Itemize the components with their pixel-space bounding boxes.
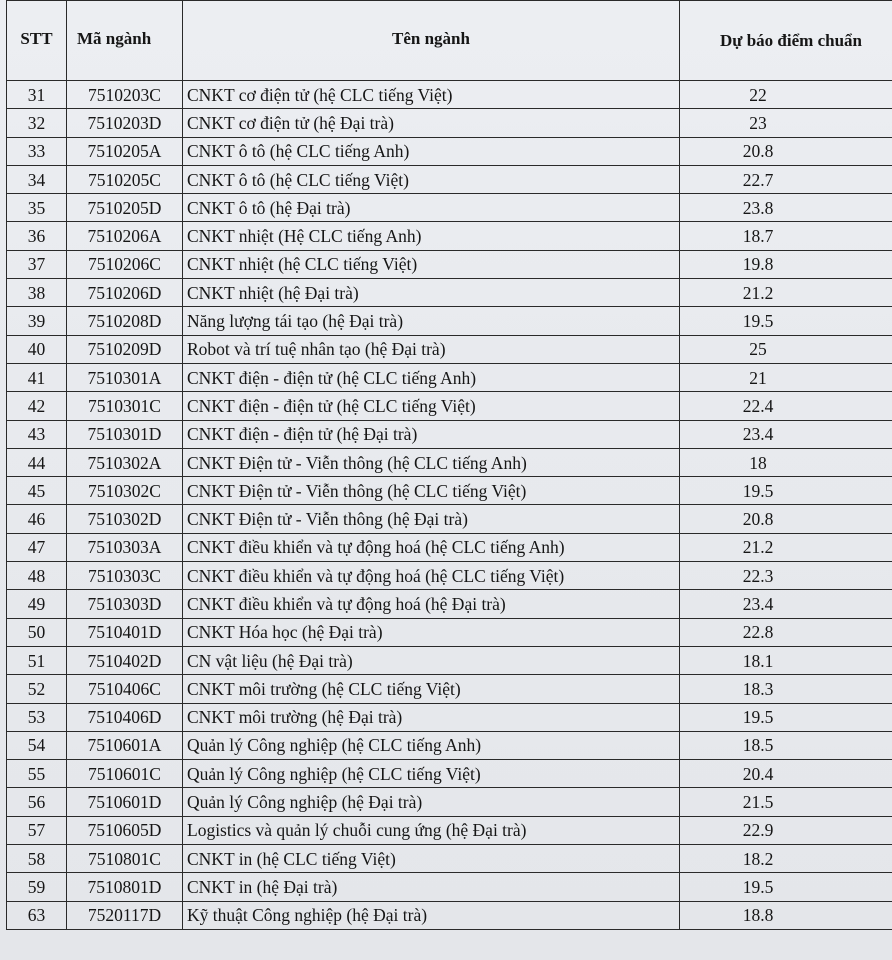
- row-score: 21.5: [680, 788, 892, 816]
- row-score: 19.5: [680, 703, 892, 731]
- row-score: 19.5: [680, 873, 892, 901]
- row-score: 19.5: [680, 477, 892, 505]
- row-score: 21.2: [680, 533, 892, 561]
- table-row: [7, 788, 892, 816]
- row-name: CNKT in (hệ CLC tiếng Việt): [183, 845, 680, 873]
- table-row: [7, 590, 892, 618]
- row-stt: 45: [7, 477, 67, 505]
- row-code: 7510601D: [67, 788, 183, 816]
- row-code: 7520117D: [67, 901, 183, 929]
- row-code: 7510406D: [67, 703, 183, 731]
- row-name: CNKT cơ điện tử (hệ Đại trà): [183, 109, 680, 137]
- row-name: CNKT điều khiển và tự động hoá (hệ CLC tiếng Anh): [183, 533, 680, 561]
- row-score: 19.8: [680, 250, 892, 278]
- row-code: 7510402D: [67, 646, 183, 674]
- table-row: [7, 109, 892, 137]
- row-code: 7510206C: [67, 250, 183, 278]
- row-code: 7510205C: [67, 165, 183, 193]
- row-name: CN vật liệu (hệ Đại trà): [183, 646, 680, 674]
- row-code: 7510209D: [67, 335, 183, 363]
- table-row: [7, 533, 892, 561]
- row-code: 7510206D: [67, 279, 183, 307]
- row-score: 21: [680, 363, 892, 391]
- table-header: [7, 1, 892, 81]
- row-code: 7510801D: [67, 873, 183, 901]
- header-code: Mã ngành: [67, 1, 183, 81]
- row-name: CNKT điều khiển và tự động hoá (hệ Đại trà): [183, 590, 680, 618]
- row-stt: 40: [7, 335, 67, 363]
- row-code: 7510601A: [67, 731, 183, 759]
- table-row: [7, 363, 892, 391]
- table-row: [7, 335, 892, 363]
- row-name: CNKT ô tô (hệ CLC tiếng Anh): [183, 137, 680, 165]
- row-name: Kỹ thuật Công nghiệp (hệ Đại trà): [183, 901, 680, 929]
- row-stt: 46: [7, 505, 67, 533]
- row-name: CNKT nhiệt (hệ CLC tiếng Việt): [183, 250, 680, 278]
- row-stt: 48: [7, 562, 67, 590]
- table-row: [7, 901, 892, 929]
- row-code: 7510302C: [67, 477, 183, 505]
- row-score: 20.4: [680, 760, 892, 788]
- row-score: 18.5: [680, 731, 892, 759]
- row-score: 18.1: [680, 646, 892, 674]
- table-row: [7, 222, 892, 250]
- row-score: 22: [680, 81, 892, 109]
- row-name: CNKT Điện tử - Viễn thông (hệ CLC tiếng Anh): [183, 448, 680, 476]
- table-row: [7, 873, 892, 901]
- row-score: 23.8: [680, 194, 892, 222]
- row-name: Robot và trí tuệ nhân tạo (hệ Đại trà): [183, 335, 680, 363]
- row-score: 22.4: [680, 392, 892, 420]
- row-name: CNKT điều khiển và tự động hoá (hệ CLC tiếng Việt): [183, 562, 680, 590]
- row-stt: 37: [7, 250, 67, 278]
- row-stt: 54: [7, 731, 67, 759]
- row-name: CNKT nhiệt (hệ Đại trà): [183, 279, 680, 307]
- row-stt: 59: [7, 873, 67, 901]
- row-stt: 41: [7, 363, 67, 391]
- row-stt: 44: [7, 448, 67, 476]
- row-score: 20.8: [680, 505, 892, 533]
- row-name: CNKT ô tô (hệ CLC tiếng Việt): [183, 165, 680, 193]
- row-score: 18.7: [680, 222, 892, 250]
- row-score: 18.2: [680, 845, 892, 873]
- row-stt: 58: [7, 845, 67, 873]
- row-score: 22.8: [680, 618, 892, 646]
- row-name: CNKT cơ điện tử (hệ CLC tiếng Việt): [183, 81, 680, 109]
- row-score: 22.9: [680, 816, 892, 844]
- row-stt: 56: [7, 788, 67, 816]
- row-stt: 33: [7, 137, 67, 165]
- row-code: 7510205A: [67, 137, 183, 165]
- header-name: Tên ngành: [183, 1, 680, 81]
- row-stt: 38: [7, 279, 67, 307]
- row-stt: 31: [7, 81, 67, 109]
- row-code: 7510303A: [67, 533, 183, 561]
- row-code: 7510401D: [67, 618, 183, 646]
- table-row: [7, 731, 892, 759]
- row-score: 19.5: [680, 307, 892, 335]
- row-stt: 63: [7, 901, 67, 929]
- row-stt: 47: [7, 533, 67, 561]
- row-code: 7510302D: [67, 505, 183, 533]
- row-stt: 36: [7, 222, 67, 250]
- row-name: CNKT điện - điện tử (hệ CLC tiếng Việt): [183, 392, 680, 420]
- table-row: [7, 760, 892, 788]
- row-stt: 51: [7, 646, 67, 674]
- table-row: [7, 250, 892, 278]
- row-name: Quản lý Công nghiệp (hệ CLC tiếng Anh): [183, 731, 680, 759]
- admission-score-table: [6, 0, 892, 930]
- table-row: [7, 703, 892, 731]
- row-score: 20.8: [680, 137, 892, 165]
- row-stt: 42: [7, 392, 67, 420]
- row-name: CNKT điện - điện tử (hệ CLC tiếng Anh): [183, 363, 680, 391]
- table-row: [7, 448, 892, 476]
- row-score: 21.2: [680, 279, 892, 307]
- table-row: [7, 646, 892, 674]
- row-stt: 32: [7, 109, 67, 137]
- row-code: 7510301A: [67, 363, 183, 391]
- table-row: [7, 194, 892, 222]
- table-row: [7, 816, 892, 844]
- table-row: [7, 307, 892, 335]
- row-score: 22.3: [680, 562, 892, 590]
- row-name: CNKT Điện tử - Viễn thông (hệ CLC tiếng Việt): [183, 477, 680, 505]
- row-code: 7510205D: [67, 194, 183, 222]
- row-code: 7510302A: [67, 448, 183, 476]
- row-code: 7510301D: [67, 420, 183, 448]
- row-name: CNKT Hóa học (hệ Đại trà): [183, 618, 680, 646]
- row-code: 7510206A: [67, 222, 183, 250]
- row-code: 7510301C: [67, 392, 183, 420]
- row-score: 18: [680, 448, 892, 476]
- table-row: [7, 392, 892, 420]
- row-name: Quản lý Công nghiệp (hệ CLC tiếng Việt): [183, 760, 680, 788]
- row-stt: 57: [7, 816, 67, 844]
- table-row: [7, 477, 892, 505]
- row-name: Năng lượng tái tạo (hệ Đại trà): [183, 307, 680, 335]
- row-name: CNKT ô tô (hệ Đại trà): [183, 194, 680, 222]
- row-code: 7510303C: [67, 562, 183, 590]
- row-code: 7510303D: [67, 590, 183, 618]
- row-score: 25: [680, 335, 892, 363]
- row-name: CNKT điện - điện tử (hệ Đại trà): [183, 420, 680, 448]
- table-row: [7, 81, 892, 109]
- table-row: [7, 505, 892, 533]
- table-row: [7, 279, 892, 307]
- row-name: CNKT môi trường (hệ CLC tiếng Việt): [183, 675, 680, 703]
- row-code: 7510801C: [67, 845, 183, 873]
- table-row: [7, 420, 892, 448]
- row-name: CNKT môi trường (hệ Đại trà): [183, 703, 680, 731]
- row-stt: 52: [7, 675, 67, 703]
- row-stt: 34: [7, 165, 67, 193]
- row-score: 18.3: [680, 675, 892, 703]
- row-stt: 50: [7, 618, 67, 646]
- table-row: [7, 618, 892, 646]
- table-row: [7, 675, 892, 703]
- header-score: Dự báo điểm chuẩn: [680, 1, 892, 81]
- table-row: [7, 845, 892, 873]
- table-body: [7, 81, 892, 930]
- row-name: CNKT Điện tử - Viễn thông (hệ Đại trà): [183, 505, 680, 533]
- row-score: 18.8: [680, 901, 892, 929]
- row-name: CNKT in (hệ Đại trà): [183, 873, 680, 901]
- row-code: 7510605D: [67, 816, 183, 844]
- row-code: 7510601C: [67, 760, 183, 788]
- row-name: Quản lý Công nghiệp (hệ Đại trà): [183, 788, 680, 816]
- row-score: 22.7: [680, 165, 892, 193]
- row-stt: 43: [7, 420, 67, 448]
- row-code: 7510208D: [67, 307, 183, 335]
- row-code: 7510203D: [67, 109, 183, 137]
- row-stt: 35: [7, 194, 67, 222]
- table-row: [7, 562, 892, 590]
- row-stt: 55: [7, 760, 67, 788]
- row-score: 23.4: [680, 420, 892, 448]
- row-score: 23.4: [680, 590, 892, 618]
- row-name: Logistics và quản lý chuỗi cung ứng (hệ Đại trà): [183, 816, 680, 844]
- table-row: [7, 165, 892, 193]
- row-code: 7510406C: [67, 675, 183, 703]
- row-score: 23: [680, 109, 892, 137]
- header-stt: STT: [7, 1, 67, 81]
- row-stt: 49: [7, 590, 67, 618]
- row-name: CNKT nhiệt (Hệ CLC tiếng Anh): [183, 222, 680, 250]
- row-stt: 39: [7, 307, 67, 335]
- table-row: [7, 137, 892, 165]
- row-code: 7510203C: [67, 81, 183, 109]
- row-stt: 53: [7, 703, 67, 731]
